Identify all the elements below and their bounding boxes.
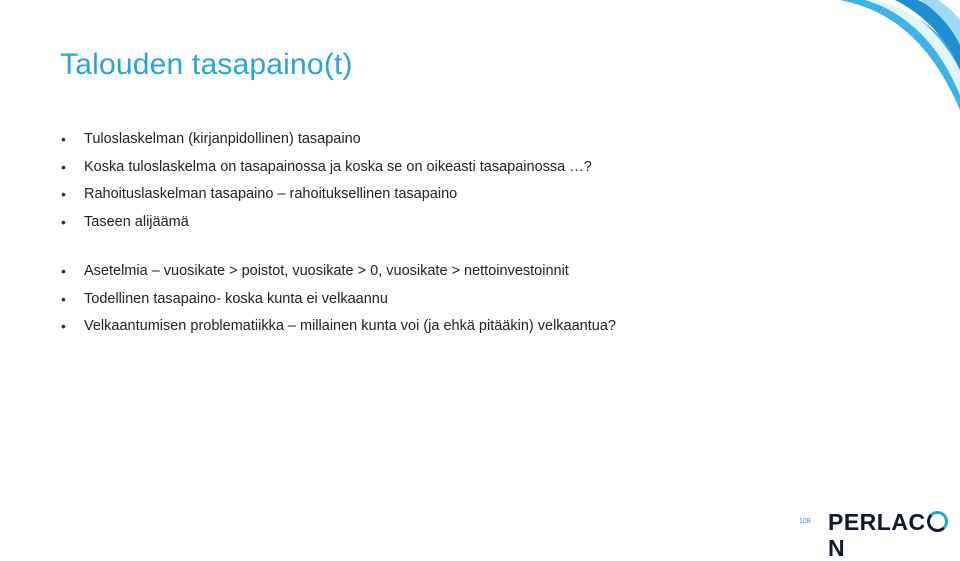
slide-title: Talouden tasapaino(t) <box>60 48 353 82</box>
logo-o-ring-icon <box>927 511 948 532</box>
bullet-list-secondary <box>60 258 616 341</box>
bullet-text: Rahoituslaskelman tasapaino – rahoituksellinen tasapaino <box>84 186 458 202</box>
bullet-icon: • <box>61 318 66 334</box>
bullet-item <box>60 313 616 341</box>
bullet-item <box>60 181 592 209</box>
bullet-text: Taseen alijäämä <box>84 213 189 230</box>
bullet-icon: • <box>61 158 66 175</box>
bullet-list-primary <box>60 126 592 236</box>
bullet-icon: • <box>61 290 66 307</box>
bullet-text: Koska tuloslaskelma on tasapainossa ja koska se on oikeasti tasapainossa …? <box>84 158 592 175</box>
bullet-item <box>60 154 592 182</box>
perlacon-logo <box>828 509 960 561</box>
bullet-text: Tuloslaskelman (kirjanpidollinen) tasapaino <box>84 131 361 147</box>
bullet-item <box>60 209 592 237</box>
bullet-item <box>60 286 616 314</box>
bullet-icon: • <box>61 186 66 202</box>
bullet-text: Velkaantumisen problematiikka – millainen kunta voi (ja ehkä pitääkin) velkaantua? <box>84 318 616 334</box>
page-number: 108 <box>799 518 811 525</box>
bullet-icon: • <box>61 263 66 279</box>
bullet-icon: • <box>61 131 66 147</box>
corner-swoosh-decoration <box>820 0 960 120</box>
bullet-text: Asetelmia – vuosikate > poistot, vuosikate > 0, vuosikate > nettoinvestoinnit <box>84 263 569 279</box>
bullet-text: Todellinen tasapaino- koska kunta ei velkaannu <box>84 290 388 307</box>
bullet-icon: • <box>61 213 66 230</box>
logo-text-start: PERLAC <box>828 509 926 535</box>
logo-text-end: N <box>828 535 846 561</box>
bullet-item <box>60 126 592 154</box>
bullet-item <box>60 258 616 286</box>
